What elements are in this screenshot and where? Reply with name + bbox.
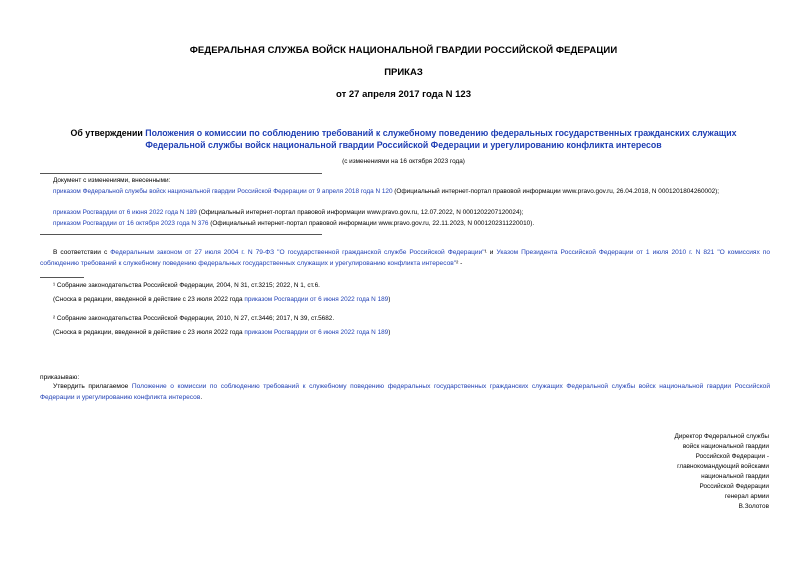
title-link-regulation[interactable]: Положения о комиссии по соблюдению требований к служебному поведению федеральных государственных гражданских служащих	[145, 128, 737, 138]
change-item: приказом Росгвардии от 16 октября 2023 года N 376 (Официальный интернет-портал правовой информации www.pravo.gov.ru, 22.11.2023, N 0001202311220010).	[53, 220, 535, 227]
divider	[40, 173, 322, 174]
signatory-name: В.Золотов	[738, 503, 769, 510]
signature-line: войск национальной гвардии	[682, 443, 769, 450]
document-date-number: от 27 апреля 2017 года N 123	[336, 89, 471, 100]
signature-line: Директор Федеральной службы	[674, 433, 769, 440]
change-link-3[interactable]: приказом Росгвардии от 16 октября 2023 года N 376	[53, 220, 209, 227]
presidential-decree-link[interactable]: Указом Президента Российской Федерации от 1 июля 2010 г. N 821 "О комиссиях по соблюдению требований к служебному поведению федеральных государственных служащих и урегулированию конфликта интересов"	[40, 249, 771, 267]
change-link-2[interactable]: приказом Росгвардии от 6 июня 2022 года N 189	[53, 209, 197, 216]
footnote-2-edit-note: (Сноска в редакции, введенной в действие с 23 июля 2022 года приказом Росгвардии от 6 июня 2022 года N 189)	[53, 329, 391, 336]
footnote-1-link[interactable]: приказом Росгвардии от 6 июня 2022 года N 189	[244, 296, 389, 303]
change-link-1[interactable]: приказом Федеральной службы войск национальной гвардии Российской Федерации от 9 апреля 2018 года N 120	[53, 188, 393, 195]
changes-intro: Документ с изменениями, внесенными:	[53, 177, 171, 184]
title-prefix: Об утверждении	[70, 128, 146, 138]
signature-line: главнокомандующий войсками	[677, 463, 769, 470]
footnote-divider	[40, 277, 84, 278]
change-item: приказом Федеральной службы войск национальной гвардии Российской Федерации от 9 апреля 2018 года N 120 (Официальный интернет-портал правовой информации www.pravo.gov.ru, 26.04.2018, N 0001201804260002);	[53, 188, 720, 195]
signature-line: Российской Федерации	[699, 483, 769, 490]
document-type: ПРИКАЗ	[384, 67, 423, 78]
change-item: приказом Росгвардии от 6 июня 2022 года N 189 (Официальный интернет-портал правовой информации www.pravo.gov.ru, 12.07.2022, N 0001202207120024);	[53, 209, 524, 216]
signature-line: генерал армии	[724, 493, 769, 500]
signature-line: национальной гвардии	[701, 473, 769, 480]
footnote-1-edit-note: (Сноска в редакции, введенной в действие с 23 июля 2022 года приказом Росгвардии от 6 июня 2022 года N 189)	[53, 296, 391, 303]
footnote-1: ¹ Собрание законодательства Российской Федерации, 2004, N 31, ст.3215; 2022, N 1, ст.6.	[53, 282, 320, 289]
footnote-2: ² Собрание законодательства Российской Федерации, 2010, N 27, ст.3446; 2017, N 39, ст.5682.	[53, 315, 335, 322]
preamble: В соответствии с Федеральным законом от 27 июля 2004 г. N 79-ФЗ "О государственной гражданской службе Российской Федерации"¹ и Указом Президента Российской Федерации от 1 июля 2010 г. N 821 "О комиссиях по соблюдению требований к служебному поведению федеральных государственных служащих и урегулированию конфликта интересов"² -	[40, 249, 771, 267]
document-title	[40, 127, 767, 151]
edited-note: (с изменениями на 16 октября 2023 года)	[342, 158, 465, 165]
divider	[40, 234, 322, 235]
regulation-link[interactable]: Положение о комиссии по соблюдению требований к служебному поведению федеральных государственных гражданских служащих Федеральной службы войск национальной гвардии Российской Федерации и урегулированию конфликта интересов	[40, 383, 770, 401]
agency-heading: ФЕДЕРАЛЬНАЯ СЛУЖБА ВОЙСК НАЦИОНАЛЬНОЙ ГВАРДИИ РОССИЙСКОЙ ФЕДЕРАЦИИ	[189, 45, 618, 56]
order-verb: приказываю:	[40, 374, 80, 381]
title-link-regulation-cont[interactable]: Федеральной службы войск национальной гвардии Российской Федерации и урегулированию конфликта интересов	[145, 140, 662, 150]
footnote-2-link[interactable]: приказом Росгвардии от 6 июня 2022 года N 189	[244, 329, 389, 336]
signature-block	[609, 432, 769, 512]
signature-line: Российской Федерации -	[695, 453, 769, 460]
order-text: Утвердить прилагаемое Положение о комиссии по соблюдению требований к служебному поведению федеральных государственных гражданских служащих Федеральной службы войск национальной гвардии Российской Федерации и урегулированию конфликта интересов.	[40, 383, 770, 401]
federal-law-link[interactable]: Федеральным законом от 27 июля 2004 г. N 79-ФЗ "О государственной гражданской службе Российской Федерации"	[110, 249, 485, 256]
